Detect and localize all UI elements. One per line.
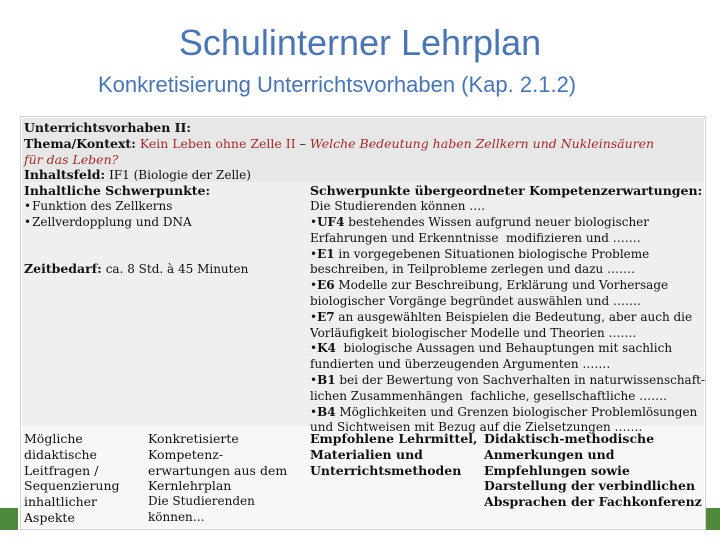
footer-accent-right [706,508,720,530]
schwerpunkte-list [24,199,192,231]
bullet-icon: • [310,215,318,229]
thema-line [24,136,654,152]
kompetenz-text: fundierten und überzeugenden Argumenten ……. [310,357,611,372]
kompetenz-line [310,341,672,357]
kompetenz-text: Möglichkeiten und Grenzen biologischer Problemlösungen [335,404,698,419]
list-item [24,215,192,231]
bullet-icon: • [310,373,318,387]
col-leitfragen [24,431,120,526]
kompetenz-line [310,326,636,342]
col-kompetenz-sub: können… [148,509,205,524]
kompetenz-text: in vorgegebenen Situationen biologische Probleme [334,246,650,261]
kompetenz-code: E1 [317,246,335,261]
kompetenz-line [310,405,697,421]
kompetenz-text: bestehendes Wissen aufgrund neuer biologischer [344,215,650,229]
bullet-icon: • [24,214,32,229]
kompetenz-text: und Sichtweisen mit Bezug auf die Zielsetzungen ……. [310,420,643,435]
col-anmerkungen-line: Anmerkungen und [484,446,615,462]
kompetenz-text: an ausgewählten Beispielen die Bedeutung, aber auch die [334,309,693,324]
zeitbedarf-line [24,261,248,278]
slide-title: Schulinterner Lehrplan [178,22,542,63]
zeitbedarf-label: Zeitbedarf: [24,261,102,276]
bullet-icon: • [310,341,318,356]
col-kompetenz-line: Konkretisierte [148,431,239,446]
kompetenz-line [310,357,610,373]
inhaltsfeld-line [24,167,251,184]
slide-subtitle: Konkretisierung Unterrichtsvorhaben (Kap. 2.1.2) [98,72,577,97]
bullet-icon: • [24,199,32,213]
kompetenz-code: E6 [317,278,335,293]
col-kompetenz-line: erwartungen aus dem [148,462,288,478]
bullet-icon: • [310,309,318,324]
col-leitfragen-line: Sequenzierung [24,478,120,494]
col-kompetenz-sub: Die Studierenden [148,494,255,509]
thema-question-1: Welche Bedeutung haben Zellkern und Nukleinsäuren [309,136,655,151]
col-leitfragen-line: didaktische [24,446,97,462]
col-leitfragen-line: Mögliche [24,431,83,446]
col-kompetenzerwartungen [148,431,287,526]
kompetenz-text: biologische Aussagen und Behauptungen mit sachlich [335,341,673,356]
kompetenz-text: Vorläufigkeit biologischer Modelle und Theorien ……. [310,325,637,340]
col-kompetenz-line: Kompetenz- [148,446,224,462]
kompetenz-code: E7 [317,309,335,324]
kompetenz-line [310,278,668,294]
col-lehrmittel [310,431,477,478]
kompetenz-line [310,247,649,263]
thema-label: Thema/Kontext: [24,136,136,151]
thema-text: Kein Leben ohne Zelle II [139,136,296,151]
inhaltsfeld-label: Inhaltsfeld: [24,167,106,182]
schwerpunkte-label: Inhaltliche Schwerpunkte: [24,183,211,198]
col-anmerkungen-line: Empfehlungen sowie [484,462,630,478]
kompetenz-text: lichen Zusammenhängen fachliche, gesellschaftliche ……. [310,388,667,403]
kompetenz-line [310,262,635,278]
list-item-text: Zellverdopplung und DNA [32,214,192,229]
inhaltsfeld-text: IF1 (Biologie der Zelle) [109,168,251,182]
zeitbedarf-text: ca. 8 Std. à 45 Minuten [105,262,249,276]
kompetenz-code: B4 [317,404,336,419]
bullet-icon: • [310,404,318,419]
thema-dash: – [299,136,306,151]
kompetenz-line [310,389,667,405]
kompetenz-line [310,310,692,326]
list-item [24,199,192,215]
kompetenz-line [310,231,641,247]
kompetenz-line [310,215,649,231]
kompetenz-text: Erfahrungen und Erkenntnisse modifizieren und ……. [310,230,641,245]
kompetenz-code: UF4 [317,215,345,229]
col-lehrmittel-line: Materialien und [310,446,423,462]
kompetenz-line [310,373,705,389]
kompetenz-code: B1 [317,373,336,387]
col-anmerkungen [484,431,702,510]
kompetenz-text: Modelle zur Beschreibung, Erklärung und Vorhersage [334,278,669,293]
kompetenz-text: biologischer Vorgänge begründet auswählen und ……. [310,294,641,308]
thema-question-2: für das Leben? [24,152,119,167]
col-leitfragen-line: inhaltlicher [24,494,97,510]
kompetenz-text: bei der Bewertung von Sachverhalten in naturwissenschaft- [335,373,706,387]
col-anmerkungen-line: Darstellung der verbindlichen [484,478,696,494]
col-leitfragen-line: Leitfragen / [24,462,99,478]
kompetenz-line [310,294,641,310]
kompetenz-intro: Die Studierenden können …. [310,199,486,213]
uv-label: Unterrichtsvorhaben II: [24,120,191,135]
col-kompetenz-line: Kernlehrplan [148,478,232,494]
bullet-icon: • [310,246,318,261]
col-leitfragen-line: Aspekte [24,509,75,525]
list-item-text: Funktion des Zellkerns [32,199,173,213]
col-anmerkungen-line: Didaktisch-methodische [484,431,655,446]
col-lehrmittel-line: Empfohlene Lehrmittel, [310,431,478,446]
bullet-icon: • [310,278,318,293]
col-lehrmittel-line: Unterrichtsmethoden [310,462,462,478]
footer-accent-left [0,508,18,530]
kompetenz-code: K4 [317,341,336,356]
col-anmerkungen-line: Absprachen der Fachkonferenz [484,494,702,510]
kompetenz-text: beschreiben, in Teilprobleme zerlegen und dazu ……. [310,262,635,277]
kompetenz-heading: Schwerpunkte übergeordneter Kompetenzerwartungen: [310,183,703,198]
